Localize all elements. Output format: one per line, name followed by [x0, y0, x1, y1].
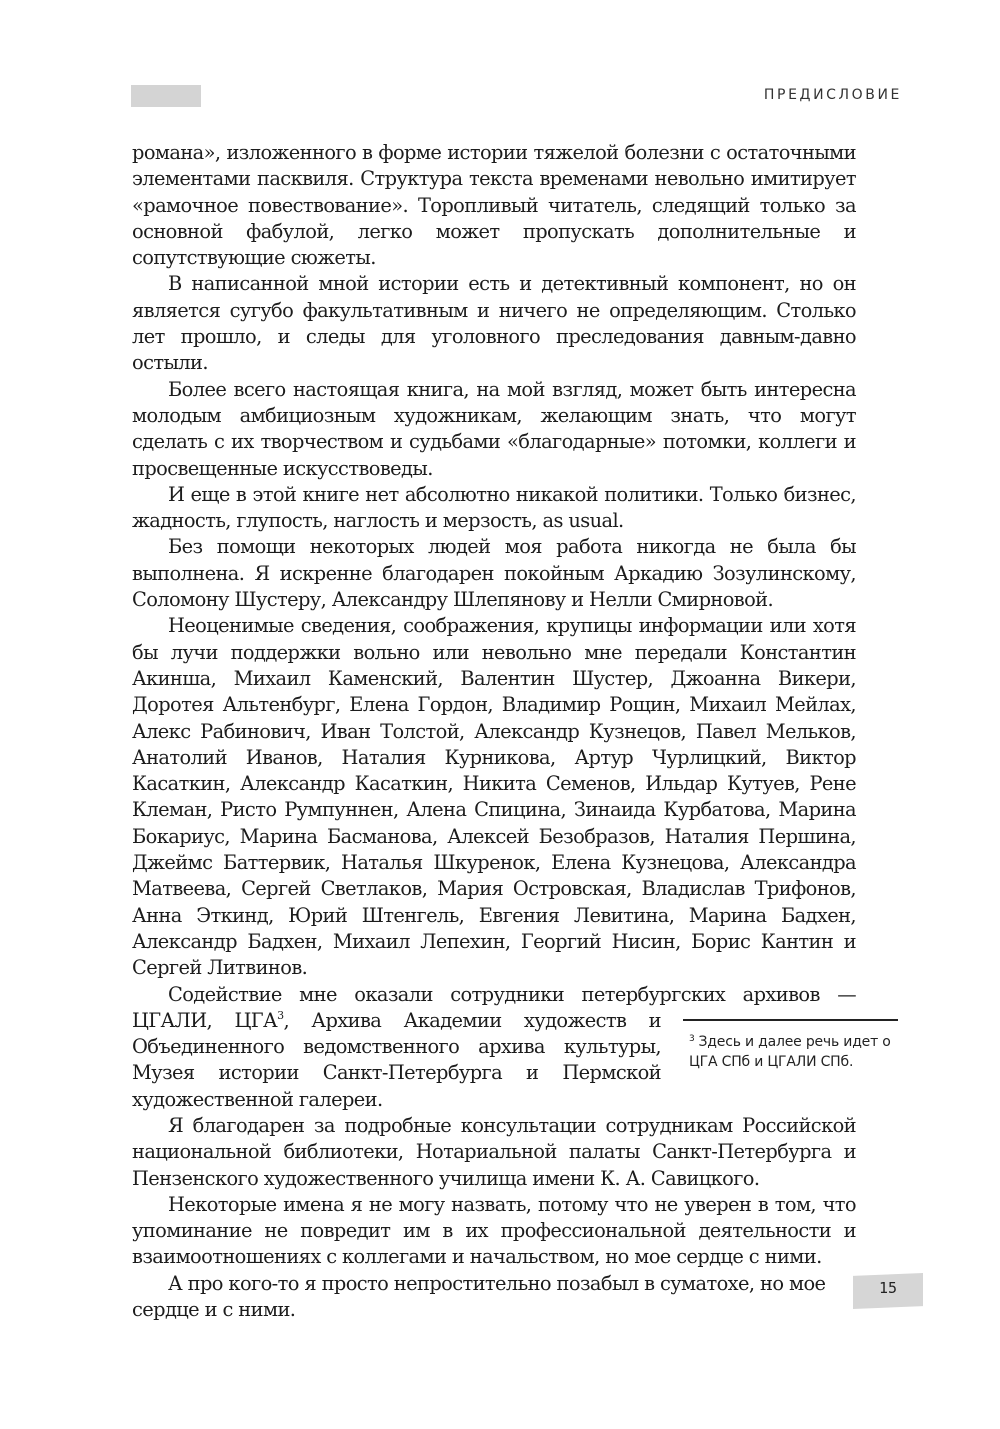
running-head: ПРЕДИСЛОВИЕ [763, 87, 902, 103]
footnote-mark: 3 [689, 1033, 695, 1044]
paragraph-2: В написанной мной истории есть и детективный компонент, но он является сугубо факультативным и ничего не определяющим. Столько лет прошло, и следы для уголовного преследования давным-давно остыли. [132, 272, 856, 375]
paragraph-6: Неоценимые сведения, соображения, крупицы информации или хотя бы лучи поддержки вольно или невольно мне передали Константин Акинша, Михаил Каменский, Валентин Шустер, Джоанна Викери, Доротея Альтенбург, Елена Гордон, Владимир Рощин, Михаил Мейлах, Алекс Рабинович, Иван Толстой, Александр Кузнецов, Павел Мельков, Анатолий Иванов, Наталия Курникова, Артур Чурлицкий, Виктор Касаткин, Александр Касаткин, Никита Семенов, Ильдар Кутуев, Рене Клеман, Ристо Румпуннен, Алена Спицина, Зинаида Курбатова, Марина Бокариус, Марина Басманова, Алексей Безобразов, Наталия Першина, Джеймс Баттервик, Наталья Шкуренок, Елена Кузнецова, Александра Матвеева, Сергей Светлаков, Мария Островская, Владислав Трифонов, Анна Эткинд, Юрий Штенгель, Евгения Левитина, Марина Бадхен, Александр Бадхен, Михаил Лепехин, Георгий Нисин, Борис Кантин и Сергей Литвинов. [132, 614, 856, 980]
paragraph-7-start: Содействие мне оказали сотрудники петербургских архивов — ЦГАЛИ, ЦГА [132, 982, 856, 1032]
paragraph-8: Я благодарен за подробные консультации сотрудникам Российской национальной библиотеки, Нотариальной палаты Санкт-Петербурга и Пензенского художественного училища имени К. А. Савицкого. [132, 1113, 856, 1190]
page-number: 15 [878, 1279, 898, 1297]
paragraph-10: А про кого-то я просто непростительно позабыл в суматохе, но мое сердце и с ними. [132, 1271, 826, 1322]
paragraph-1: романа», изложенного в форме истории тяжелой болезни с остаточными элементами пасквиля. Структура текста временами невольно имитирует «рамочное повествование». Торопливый читатель, следящий только за основной фабулой, легко может пропускать дополнительные и сопутствующие сюжеты. [132, 141, 856, 270]
paragraph-4: И еще в этой книге нет абсолютно никакой политики. Только бизнес, жадность, глупость, наглость и мерзость, as usual. [132, 482, 856, 533]
footnote-block [683, 1019, 898, 1072]
header-decoration-bar [131, 85, 201, 107]
paragraph-5: Без помощи некоторых людей моя работа никогда не была бы выполнена. Я искренне благодарен покойным Аркадию Зозулинскому, Соломону Шустеру, Александру Шлепянову и Нелли Смирновой. [132, 535, 856, 612]
paragraph-9: Некоторые имена я не могу назвать, потому что не уверен в том, что упоминание не повредит им в их профессиональной деятельности и взаимоотношениях с коллегами и начальством, но мое сердце с ними. [132, 1192, 856, 1269]
footnote [683, 1029, 898, 1072]
footnote-text: Здесь и далее речь идет о ЦГА СПб и ЦГАЛИ СПб. [689, 1033, 891, 1070]
paragraph-7-end: , Архива Академии художеств и Объединенного ведомственного архива культуры, Музея истории Санкт-Петербурга и Пермской художественной галереи. [132, 1008, 661, 1111]
footnote-rule [683, 1019, 898, 1021]
paragraph-3: Более всего настоящая книга, на мой взгляд, может быть интересна молодым амбициозным художникам, желающим знать, что могут сделать с их творчеством и судьбами «благодарные» потомки, коллеги и просвещенные искусствоведы. [132, 377, 856, 480]
footnote-reference[interactable]: 3 [277, 1008, 284, 1022]
paragraph-7 [132, 982, 891, 1113]
